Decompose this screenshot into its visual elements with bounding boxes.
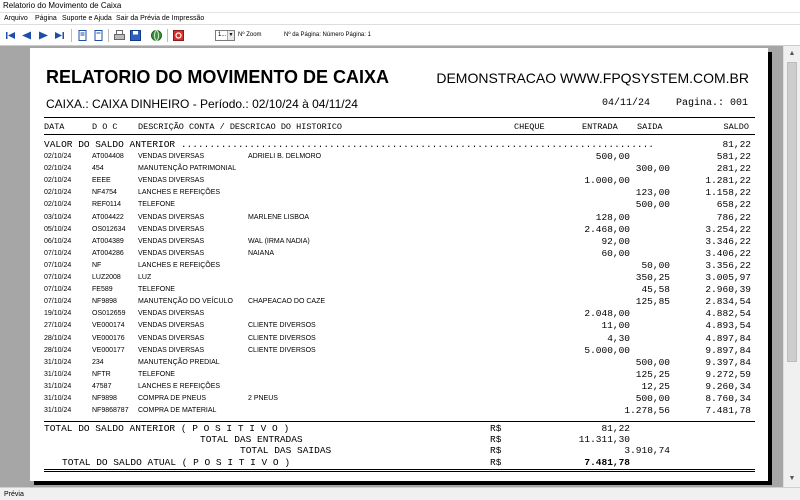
title-bar [0,0,800,13]
cell-entrada: 5.000,00 [584,344,630,356]
cell-doc: OS012659 [92,310,126,318]
cell-saldo: 7.481,78 [705,405,751,417]
cell-saldo: 3.254,22 [705,223,751,235]
cell-descricao: LANCHES E REFEIÇÕES [138,261,221,269]
window-title: Relatorio do Movimento de Caixa [3,1,122,10]
cell-descricao: COMPRA DE MATERIAL [138,407,217,415]
totals-rule-bottom-double [44,471,755,472]
zoom-select[interactable] [215,30,235,41]
cell-data: 07/10/24 [44,298,72,306]
cell-doc: NF9898 [92,395,117,402]
cell-saldo: 9.397,84 [705,356,751,368]
cell-saldo: 1.158,22 [705,187,751,199]
table-row [30,163,768,175]
menu-pagina[interactable]: Página [35,15,57,22]
cell-saldo: 786,22 [716,211,751,223]
cell-saldo: 2.960,39 [705,284,751,296]
cell-entrada: 2.468,00 [584,223,630,235]
preview-viewport[interactable] [0,46,783,487]
cell-saldo: 4.882,54 [705,308,751,320]
total-saidas-currency: R$ [490,445,502,456]
report-page-number: Pagina.: 001 [676,98,749,109]
header-rule-bottom [44,134,755,135]
cell-descricao: VENDAS DIVERSAS [138,310,205,318]
cell-descricao: LANCHES E REFEIÇÕES [138,189,221,197]
cell-saldo: 281,22 [716,163,751,175]
cell-saida: 1.278,56 [624,405,670,417]
cell-saida: 50,00 [641,259,670,271]
cell-data: 07/10/24 [44,261,72,269]
cell-saldo: 3.356,22 [705,259,751,271]
cell-descricao: TELEFONE [138,370,175,378]
vertical-scrollbar[interactable] [783,46,800,487]
cell-historico: 2 PNEUS [248,395,278,402]
table-row [30,236,768,248]
cell-descricao: LANCHES E REFEIÇÕES [138,382,221,390]
first-page-icon[interactable] [4,29,17,42]
cell-data: 31/10/24 [44,358,72,366]
col-header-data: DATA [44,122,65,132]
cell-saldo: 4.893,54 [705,320,751,332]
toolbar-separator [167,29,168,42]
cell-data: 28/10/24 [44,346,72,354]
cell-descricao: TELEFONE [138,286,175,294]
cell-data: 07/10/24 [44,286,72,294]
cell-data: 19/10/24 [44,310,72,318]
cell-doc: AT004408 [92,153,124,160]
cell-descricao: MANUTENÇÃO PREDIAL [138,358,220,366]
cell-historico: CHAPEACAO DO CAZE [248,298,326,306]
zoom-value: 1... [218,32,227,38]
total-entradas-label: TOTAL DAS ENTRADAS [200,434,303,445]
table-row [30,199,768,211]
scroll-thumb[interactable] [787,62,797,362]
table-row [30,224,768,236]
col-header-doc: D O C [92,122,118,132]
cell-saida: 123,00 [635,187,670,199]
col-header-descricao: DESCRIÇÃO CONTA / DESCRICAO DO HISTORICO [138,122,343,132]
saldo-anterior-label: VALOR DO SALDO ANTERIOR ................................................................................... [44,139,654,150]
cell-entrada: 11,00 [601,320,630,332]
cell-doc: REF0114 [92,201,122,209]
cell-historico: CLIENTE DIVERSOS [248,322,316,330]
cell-doc: OS012634 [92,225,126,233]
cell-data: 28/10/24 [44,334,72,342]
cell-saldo: 4.897,84 [705,332,751,344]
cell-saida: 125,25 [635,368,670,380]
status-text: Prévia [4,491,24,498]
cell-data: 31/10/24 [44,382,72,390]
cell-doc: 454 [92,165,104,173]
total-saldo-atual-value: 7.481,78 [584,457,630,468]
table-row [30,320,768,332]
totals-rule-bottom [44,469,755,470]
total-saldo-anterior-currency: R$ [490,423,502,434]
menu-sair-previa[interactable]: Sair da Prévia de Impressão [116,15,205,22]
cell-descricao: VENDAS DIVERSAS [138,334,205,342]
single-page-icon[interactable] [76,29,89,42]
previous-page-icon[interactable] [20,29,33,42]
table-row [30,369,768,381]
cell-saida: 125,85 [635,296,670,308]
table-row [30,175,768,187]
last-page-icon[interactable] [53,29,66,42]
scroll-up-icon[interactable]: ▲ [788,50,796,57]
total-saldo-anterior-label: TOTAL DO SALDO ANTERIOR ( P O S I T I V O ) [44,423,290,434]
cell-doc: NF4754 [92,189,117,197]
export-web-icon[interactable] [150,29,163,42]
cell-historico: MARLENE LISBOA [248,213,310,221]
cell-saldo: 2.834,54 [705,296,751,308]
saldo-anterior-value: 81,22 [722,139,751,150]
cell-saida: 500,00 [635,199,670,211]
cell-saldo: 3.406,22 [705,247,751,259]
cell-descricao: VENDAS DIVERSAS [138,153,205,160]
cell-saida: 500,00 [635,356,670,368]
cell-data: 27/10/24 [44,322,72,330]
table-row [30,357,768,369]
total-saldo-anterior-value: 81,22 [601,423,630,434]
total-saidas-value: 3.910,74 [624,445,670,456]
cell-doc: AT004286 [92,249,124,257]
cell-doc: VE000177 [92,346,125,354]
cell-doc: AT004389 [92,237,124,245]
cell-saldo: 3.346,22 [705,235,751,247]
menu-bar [0,13,800,24]
table-row [30,187,768,199]
cell-descricao: MANUTENÇÃO DO VEÍCULO [138,298,233,306]
cell-doc: VE000174 [92,322,125,330]
toolbar-separator [108,29,109,42]
cell-descricao: VENDAS DIVERSAS [138,249,205,257]
total-saldo-atual-label: TOTAL DO SALDO ATUAL ( P O S I T I V O ) [62,457,291,468]
cell-descricao: LUZ [138,274,152,281]
cell-saida: 12,25 [641,380,670,392]
cell-data: 02/10/24 [44,201,72,209]
menu-arquivo[interactable]: Arquivo [4,15,28,22]
cell-doc: AT004422 [92,213,124,221]
cell-entrada: 1.000,00 [584,175,630,187]
scroll-down-icon[interactable]: ▼ [788,475,796,482]
cell-descricao: TELEFONE [138,201,175,209]
cell-descricao: MANUTENÇÃO PATRIMONIAL [138,165,237,173]
total-entradas-value: 11.311,30 [578,434,630,445]
cell-data: 31/10/24 [44,395,72,402]
cell-data: 31/10/24 [44,370,72,378]
total-saidas-label: TOTAL DAS SAIDAS [240,445,332,456]
cell-descricao: COMPRA DE PNEUS [138,395,207,402]
cell-doc: 234 [92,358,104,366]
report-title: RELATORIO DO MOVIMENTO DE CAIXA [46,67,390,87]
cell-entrada: 500,00 [595,151,630,162]
total-saldo-atual-currency: R$ [490,457,502,468]
table-row [30,333,768,345]
cell-historico: ADRIELI B. DELMORO [248,153,322,160]
cell-data: 02/10/24 [44,153,72,160]
col-header-cheque: CHEQUE [514,122,545,132]
cell-saldo: 3.005,97 [705,272,751,283]
cell-doc: EEEE [92,177,111,185]
cell-doc: NFTR [92,370,111,378]
next-page-icon[interactable] [37,29,50,42]
cell-historico: CLIENTE DIVERSOS [248,346,316,354]
report-site: DEMONSTRACAO WWW.FPQSYSTEM.COM.BR [436,70,749,86]
report-page [30,48,768,481]
cell-doc: VE000176 [92,334,125,342]
cell-doc: 47587 [92,382,112,390]
cell-data: 02/10/24 [44,177,72,185]
report-caixa-period: CAIXA.: CAIXA DINHEIRO - Período.: 02/10/24 à 04/11/24 [46,97,358,111]
cell-data: 02/10/24 [44,165,72,173]
cell-doc: NF9868787 [92,407,129,415]
status-bar [0,487,800,500]
cell-saldo: 9.260,34 [705,380,751,392]
cell-data: 03/10/24 [44,213,72,221]
table-row [30,272,768,284]
total-entradas-currency: R$ [490,434,502,445]
zoom-label: Nº Zoom [238,32,262,38]
table-row [30,248,768,260]
chevron-down-icon[interactable]: ▼ [228,32,234,38]
cell-saldo: 9.897,84 [705,344,751,356]
cell-saldo: 1.281,22 [705,175,751,187]
col-header-saida: SAIDA [637,122,663,132]
cell-data: 31/10/24 [44,407,72,415]
table-row [30,381,768,393]
table-row [30,308,768,320]
table-row [30,212,768,224]
page-width-icon[interactable] [92,29,105,42]
cell-descricao: VENDAS DIVERSAS [138,213,205,221]
cell-saida: 300,00 [635,163,670,175]
cell-doc: NF9898 [92,298,117,306]
table-row [30,260,768,272]
cell-data: 07/10/24 [44,274,72,281]
cell-entrada: 60,00 [601,247,630,259]
cell-descricao: VENDAS DIVERSAS [138,322,205,330]
page-number-label: Nº da Página: Número Página: 1 [284,32,371,38]
cell-data: 07/10/24 [44,249,72,257]
cell-doc: NF [92,261,102,269]
report-date: 04/11/24 [602,98,651,109]
cell-data: 05/10/24 [44,225,72,233]
print-icon[interactable] [113,29,126,42]
table-row [30,345,768,357]
cell-saldo: 9.272,59 [705,368,751,380]
header-rule-top [44,117,755,118]
cell-descricao: VENDAS DIVERSAS [138,225,205,233]
table-row [30,151,768,163]
col-header-saldo: SALDO [723,122,749,132]
cell-entrada: 2.048,00 [584,308,630,320]
col-header-entrada: ENTRADA [582,122,618,132]
cell-entrada: 128,00 [595,211,630,223]
totals-rule [44,421,755,422]
cell-entrada: 4,30 [607,332,630,344]
cell-saldo: 581,22 [716,151,751,162]
table-row [30,393,768,405]
table-row [30,284,768,296]
cell-saldo: 8.760,34 [705,393,751,404]
cell-saida: 500,00 [635,393,670,404]
menu-suporte-ajuda[interactable]: Suporte e Ajuda [62,15,112,22]
cell-historico: NAIANA [248,249,275,257]
cell-doc: FE589 [92,286,113,294]
close-preview-icon[interactable] [172,29,185,42]
cell-saldo: 658,22 [716,199,751,211]
table-row [30,296,768,308]
cell-descricao: VENDAS DIVERSAS [138,237,205,245]
cell-data: 06/10/24 [44,237,72,245]
cell-entrada: 92,00 [601,235,630,247]
cell-descricao: VENDAS DIVERSAS [138,346,205,354]
toolbar [0,24,800,46]
cell-saida: 350,25 [635,272,670,283]
toolbar-separator [71,29,72,42]
cell-descricao: VENDAS DIVERSAS [138,177,205,185]
cell-doc: LUZ2008 [92,274,121,281]
cell-data: 02/10/24 [44,189,72,197]
cell-historico: WAL (IRMA NADIA) [248,237,310,245]
save-icon[interactable] [129,29,142,42]
cell-saida: 45,58 [641,284,670,296]
table-row [30,405,768,417]
cell-historico: CLIENTE DIVERSOS [248,334,316,342]
